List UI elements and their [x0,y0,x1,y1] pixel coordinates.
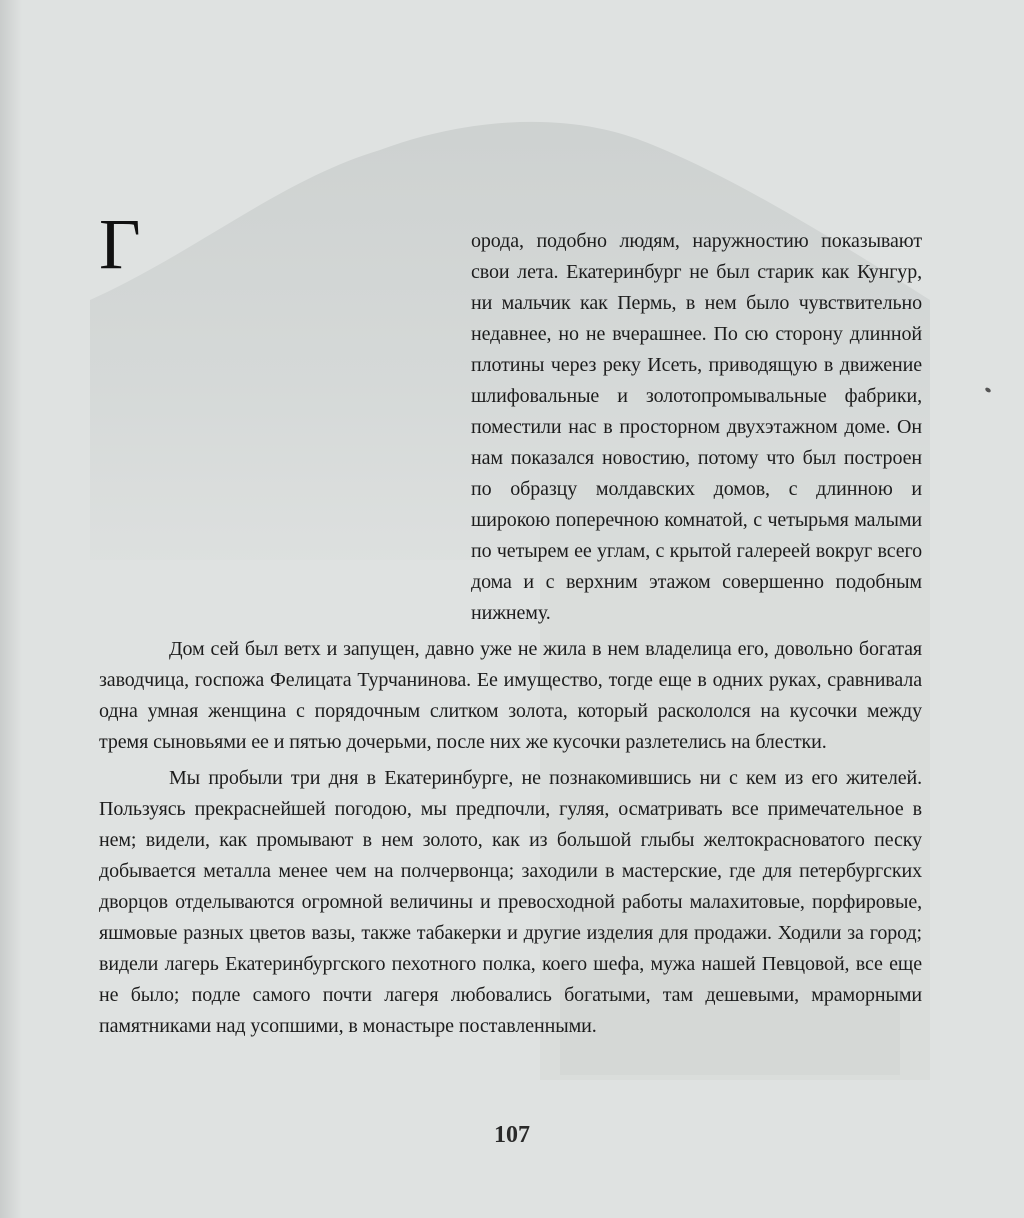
paragraph-1-text: орода, подобно людям, наружностию показывают свои лета. Екатеринбург не был старик как Кунгур, ни мальчик как Пермь, в нем было чувствительно недавнее, но не вчерашнее. По сю сторону длинной плотины через реку Исеть, приводящую в движение шлифовальные и золотопромывальные фабрики, поместили нас в просторном двухэтажном доме. Он нам показался новостию, потому что был построен по образцу молдавских домов, с длинною и широкою поперечною комнатой, с четырьмя малыми по четырем ее углам, с крытой галереей вокруг всего дома и с верхним этажом совершенно подобным нижнему. [471,230,922,624]
body-text [99,204,922,1047]
page-number: 107 [494,1122,530,1148]
paragraph-3: Мы пробыли три дня в Екатеринбурге, не познакомившись ни с кем из его жителей. Пользуясь прекраснейшей погодою, мы предпочли, гуляя, осматривать все примечательное в нем; видели, как промывают в нем золото, как из большой глыбы желтокрасноватого песку добывается металла менее чем на полчервонца; заходили в мастерские, где для петербургских дворцов отделываются огромной величины и превосходной работы малахитовые, порфировые, яшмовые разных цветов вазы, также табакерки и другие изделия для продажи. Ходили за город; видели лагерь Екатеринбургского пехотного полка, коего шефа, мужа нашей Певцовой, все еще не было; подле самого почти лагеря любовались богатыми, там дешевыми, мраморными памятниками над усопшими, в монастыре поставленными. [99,767,922,1037]
paragraph-1 [99,204,922,629]
paragraph-2: Дом сей был ветх и запущен, давно уже не жила в нем владелица его, довольно богатая заводчица, госпожа Фелицата Турчанинова. Ее имущество, тогде еще в одних руках, сравнивала одна умная женщина с порядочным слитком золота, который раскололся на кусочки между тремя сыновьями ее и пятью дочерьми, после них же кусочки разлетелись на блестки. [99,638,922,753]
first-line-wrapper [99,204,922,629]
drop-cap: Г [99,204,141,284]
